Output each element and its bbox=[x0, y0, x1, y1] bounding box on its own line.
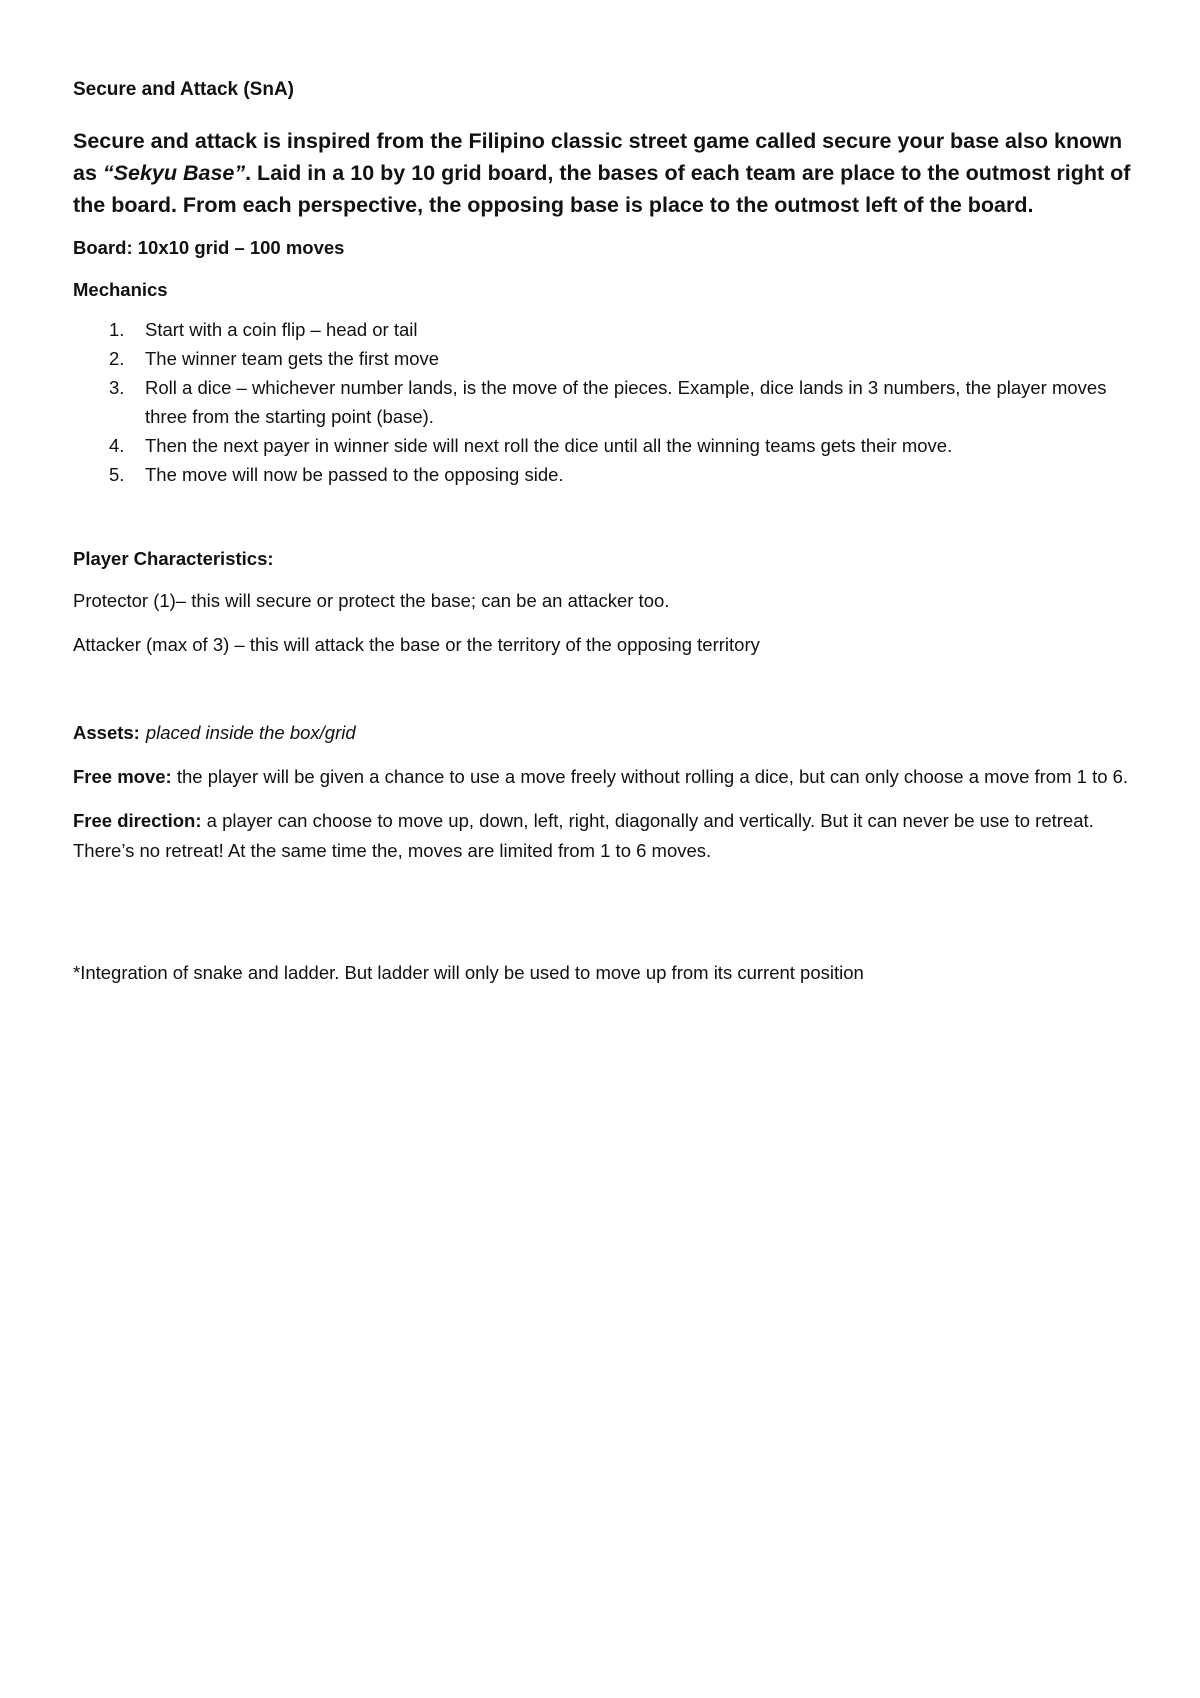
list-item-text: The winner team gets the first move bbox=[145, 348, 440, 369]
list-item-number: 5. bbox=[109, 464, 125, 485]
list-item-number: 1. bbox=[109, 319, 125, 340]
player-characteristics-heading: Player Characteristics: bbox=[73, 548, 274, 569]
protector-description: Protector (1)– this will secure or protect the base; can be an attacker too. bbox=[73, 590, 670, 611]
list-item-text: Then the next payer in winner side will next roll the dice until all the winning teams gets their move. bbox=[145, 435, 953, 456]
free-move-text: the player will be given a chance to use a move freely without rolling a dice, but can only choose a move from 1 to 6. bbox=[171, 766, 1129, 787]
free-move-paragraph bbox=[73, 762, 1133, 792]
footnote: *Integration of snake and ladder. But ladder will only be used to move up from its current position bbox=[73, 962, 864, 983]
attacker-description: Attacker (max of 3) – this will attack the base or the territory of the opposing territory bbox=[73, 634, 760, 655]
list-item bbox=[73, 460, 1133, 489]
list-item bbox=[73, 431, 1133, 460]
document-title: Secure and Attack (SnA) bbox=[73, 79, 295, 100]
free-direction-label: Free direction: bbox=[73, 810, 202, 831]
list-item-text: Roll a dice – whichever number lands, is the move of the pieces. Example, dice lands in 3 numbers, the player moves three from the starting point (base). bbox=[145, 377, 1107, 427]
intro-paragraph bbox=[73, 125, 1133, 221]
free-direction-paragraph bbox=[73, 806, 1133, 866]
intro-text-part2: . Laid in a 10 by 10 grid board, the bases of each team are place to the outmost right of the board. From each perspective, the opposing base is place to the outmost left of the board. bbox=[73, 161, 1131, 217]
list-item bbox=[73, 344, 1133, 373]
free-move-label: Free move: bbox=[73, 766, 172, 787]
spacer bbox=[73, 880, 1133, 958]
list-item-number: 3. bbox=[109, 377, 125, 398]
assets-label: Assets: bbox=[73, 722, 140, 743]
free-direction-text: a player can choose to move up, down, left, right, diagonally and vertically. But it can never be use to retreat. There’s no retreat! At the same time the, moves are limited from 1 to 6 moves. bbox=[73, 810, 1094, 861]
assets-note: placed inside the box/grid bbox=[145, 722, 356, 743]
intro-text-part1: Secure and attack is inspired from the Filipino classic street game called secure your base also known as bbox=[73, 129, 1123, 185]
list-item-text: The move will now be passed to the opposing side. bbox=[145, 464, 564, 485]
list-item bbox=[73, 373, 1133, 431]
board-heading: Board: 10x10 grid – 100 moves bbox=[73, 237, 345, 258]
mechanics-list bbox=[73, 315, 1133, 489]
spacer bbox=[73, 489, 1133, 544]
list-item bbox=[73, 315, 1133, 344]
spacer bbox=[73, 674, 1133, 718]
list-item-number: 4. bbox=[109, 435, 125, 456]
list-item-number: 2. bbox=[109, 348, 125, 369]
intro-text-italic: “Sekyu Base” bbox=[102, 161, 246, 185]
document-body bbox=[73, 75, 1133, 1002]
list-item-text: Start with a coin flip – head or tail bbox=[145, 319, 418, 340]
mechanics-heading: Mechanics bbox=[73, 279, 168, 300]
assets-heading bbox=[73, 718, 1133, 748]
